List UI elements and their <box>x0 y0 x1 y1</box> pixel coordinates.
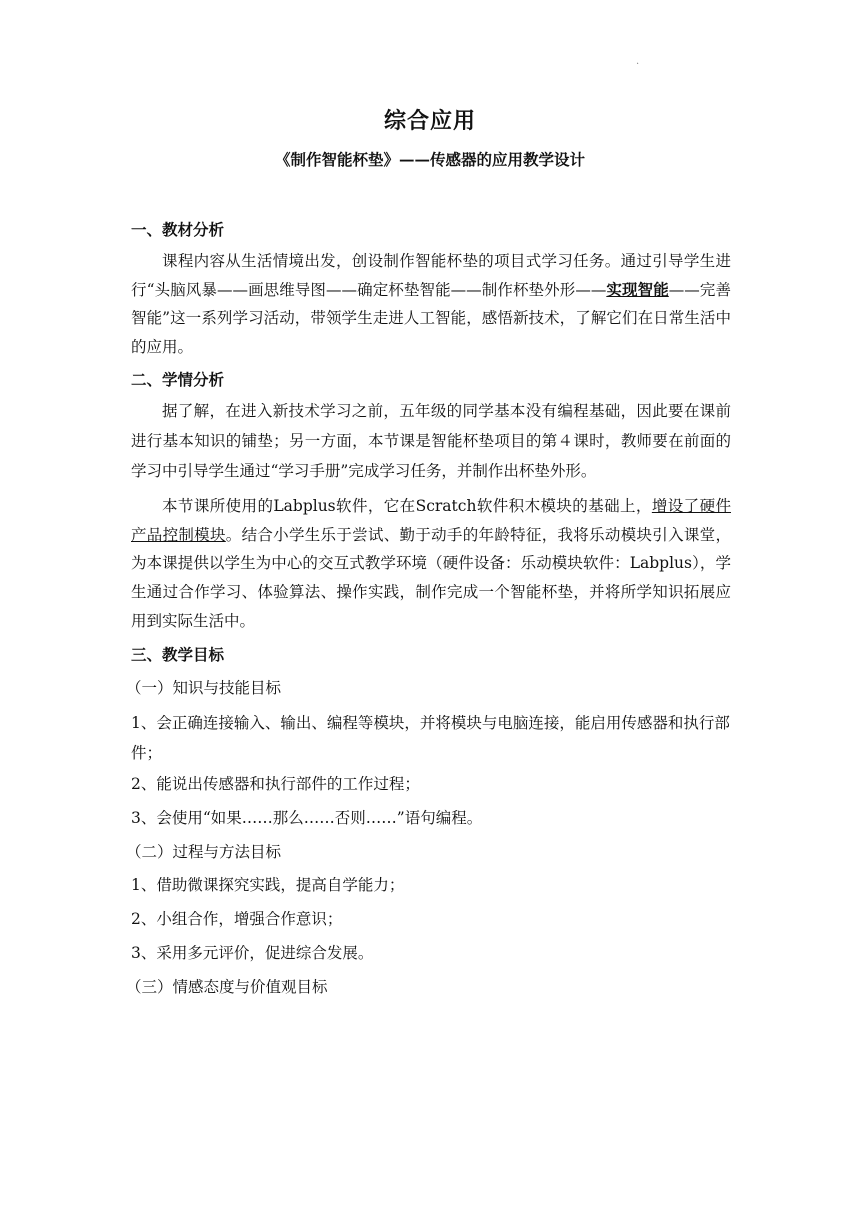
underlined-text: 增设了硬件产品控制模块 <box>131 497 731 544</box>
document-body <box>126 213 731 1005</box>
paragraph-text: ——完善智能”这一系列学习活动，带领学生走进人工智能，感悟新技术，了解它们在日常生活中的应用。 <box>131 280 731 356</box>
goal-item: 1、会正确连接输入、输出、编程等模块，并将模块与电脑连接，能启用传感器和执行部件； <box>131 713 730 762</box>
goal-item: 2、小组合作，增强合作意识； <box>131 910 343 929</box>
goal-item: 1、借助微课探究实践，提高自学能力； <box>131 876 405 895</box>
paragraph-text: 课程内容从生活情境出发，创设制作智能杯垫的项目式学习任务。通过引导学生进行“头脑风暴——画思维导图——确定杯垫智能——制作杯垫外形—— <box>131 252 731 299</box>
subheading-attitude: （三）情感态度与价值观目标 <box>126 977 328 996</box>
page-subtitle: 《制作智能杯垫》——传感器的应用教学设计 <box>274 150 585 169</box>
page-title: 综合应用 <box>383 108 476 134</box>
section-heading-2: 二、学情分析 <box>131 370 225 390</box>
paragraph-text: 本节课所使用的Labplus软件，它在Scratch软件积木模块的基础上， <box>162 497 652 516</box>
subheading-knowledge: （一）知识与技能目标 <box>126 679 282 698</box>
section-2-paragraph-2 <box>131 492 731 635</box>
goal-item: 3、采用多元评价，促进综合发展。 <box>131 943 374 962</box>
top-mark: . <box>636 56 640 67</box>
section-heading-3: 三、教学目标 <box>131 645 225 665</box>
goal-item: 3、会使用“如果……那么……否则……”语句编程。 <box>131 808 483 827</box>
emphasis-text: 实现智能 <box>606 279 669 299</box>
subheading-process: （二）过程与方法目标 <box>126 842 282 861</box>
section-1-paragraph <box>131 247 731 361</box>
paragraph-text: 。结合小学生乐于尝试、勤于动手的年龄特征，我将乐动模块引入课堂，为本课提供以学生为中心的交互式教学环境（硬件设备：乐动模块软件：Labplus），学生通过合作学习、体验算法、操作实践，制作完成一个智能杯垫，并将所学知识拓展应用到实际生活中。 <box>131 525 731 630</box>
goal-item: 2、能说出传感器和执行部件的工作过程； <box>131 774 420 793</box>
section-heading-1: 一、教材分析 <box>131 220 225 239</box>
section-2-paragraph-1: 据了解，在进入新技术学习之前，五年级的同学基本没有编程基础，因此要在课前进行基本知识的铺垫；另一方面，本节课是智能杯垫项目的第４课时，教师要在前面的学习中引导学生通过“学习手册”完成学习任务，并制作出杯垫外形。 <box>131 402 731 480</box>
